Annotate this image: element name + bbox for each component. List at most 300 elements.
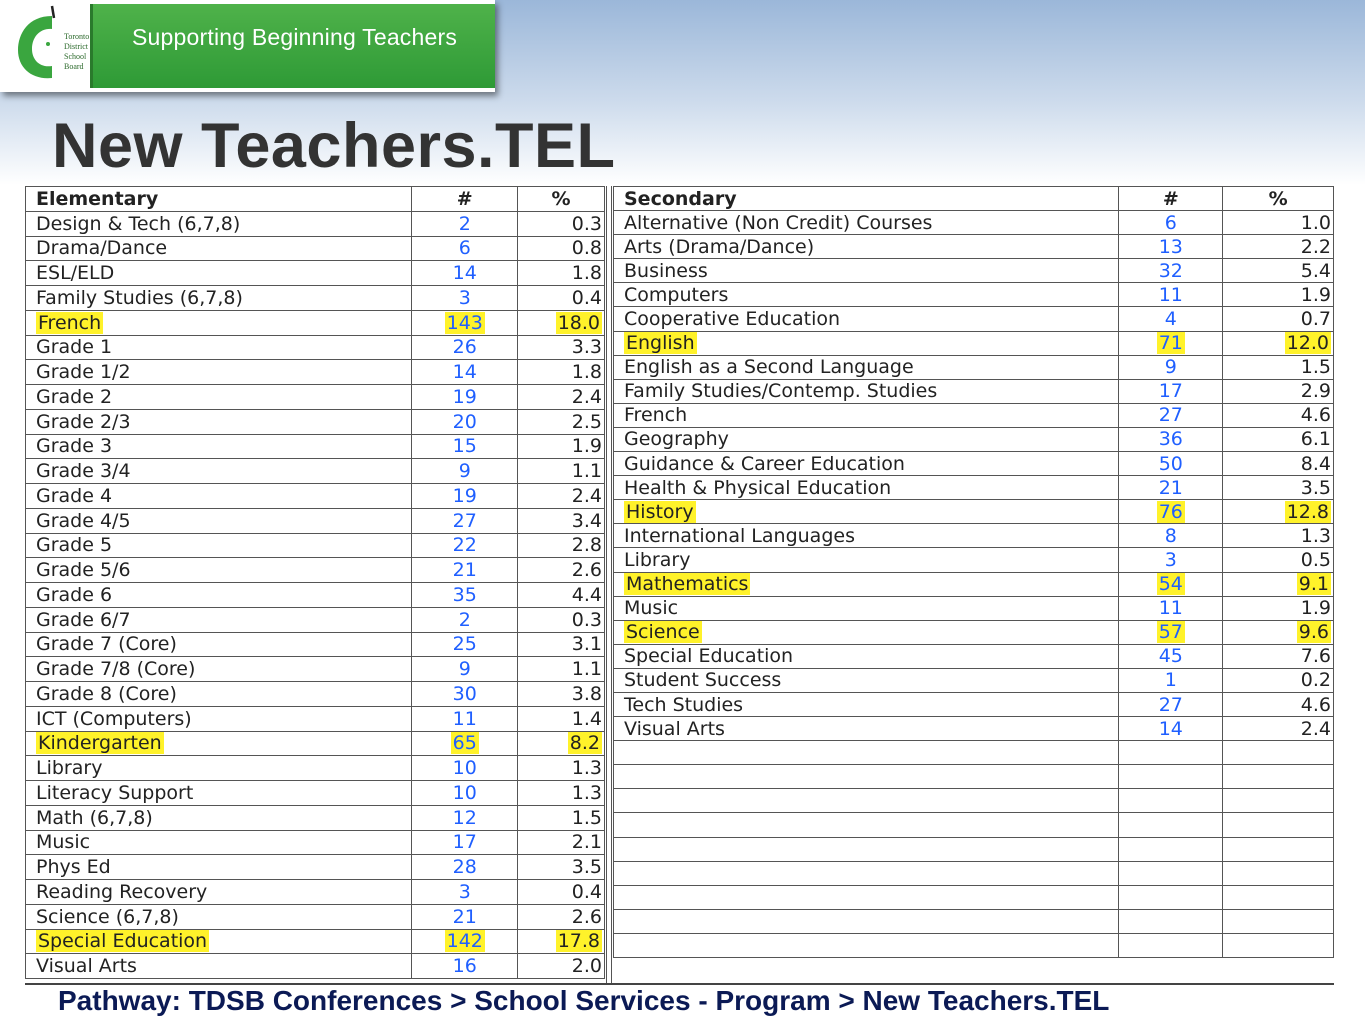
count-cell: [1119, 572, 1223, 596]
percent-cell: [518, 706, 605, 731]
subject-label: Grade 3: [36, 435, 113, 458]
column-header-subject: Elementary: [26, 187, 412, 212]
count-cell: [1119, 837, 1223, 861]
count-cell: [1119, 403, 1223, 427]
percent-cell: [518, 830, 605, 855]
percent-cell: [1223, 861, 1334, 885]
count-cell: [1119, 427, 1223, 451]
percent-cell: [1223, 596, 1334, 620]
count-value: 13: [1158, 235, 1183, 258]
table-row: [26, 657, 605, 682]
empty-row: [614, 933, 1334, 957]
count-value: 27: [452, 509, 477, 532]
percent-cell: [1223, 692, 1334, 716]
subject-cell: [26, 805, 412, 830]
subject-label: Guidance & Career Education: [624, 452, 905, 475]
subject-label: Geography: [624, 428, 729, 451]
subject-label: Tech Studies: [624, 693, 744, 716]
count-value: 27: [1158, 693, 1183, 716]
percent-value: 1.5: [1300, 356, 1331, 379]
count-value: 19: [452, 484, 477, 507]
table-row: [26, 310, 605, 335]
percent-cell: [1223, 403, 1334, 427]
count-value: 14: [452, 262, 477, 285]
count-value: 2: [458, 212, 471, 235]
table-row: [26, 360, 605, 385]
count-value: 36: [1158, 428, 1183, 451]
table-row: [26, 459, 605, 484]
percent-value: 2.1: [571, 831, 602, 854]
percent-cell: [1223, 572, 1334, 596]
subject-label: Visual Arts: [624, 717, 725, 740]
count-cell: [412, 211, 518, 236]
percent-cell: [1223, 548, 1334, 572]
percent-cell: [518, 904, 605, 929]
table-row: [26, 533, 605, 558]
percent-cell: [1223, 476, 1334, 500]
count-cell: [412, 236, 518, 261]
count-value: 8: [1164, 524, 1177, 547]
subject-cell: [614, 235, 1119, 259]
count-value: 10: [452, 781, 477, 804]
percent-cell: [1223, 620, 1334, 644]
subject-label: Design & Tech (6,7,8): [36, 212, 241, 235]
subject-cell: [26, 855, 412, 880]
count-cell: [412, 533, 518, 558]
subject-cell: [26, 954, 412, 979]
count-value: 21: [452, 905, 477, 928]
percent-cell: [518, 954, 605, 979]
table-header-row: [614, 187, 1334, 211]
subject-label: Family Studies/Contemp. Studies: [624, 380, 938, 403]
subject-cell: [614, 355, 1119, 379]
count-cell: [1119, 476, 1223, 500]
subject-cell: [26, 484, 412, 509]
percent-cell: [1223, 741, 1334, 765]
empty-row: [614, 789, 1334, 813]
subject-cell: [614, 596, 1119, 620]
percent-cell: [518, 484, 605, 509]
percent-cell: [1223, 427, 1334, 451]
percent-cell: [518, 211, 605, 236]
percent-value: 1.1: [571, 658, 602, 681]
percent-cell: [1223, 452, 1334, 476]
percent-value: 2.0: [571, 955, 602, 978]
subject-cell: [26, 310, 412, 335]
count-value: 25: [452, 633, 477, 656]
subject-label: Library: [36, 757, 103, 780]
table-row: [614, 403, 1334, 427]
percent-value: 1.4: [571, 707, 602, 730]
percent-cell: [518, 805, 605, 830]
count-cell: [412, 706, 518, 731]
count-value: 3: [1164, 548, 1177, 571]
empty-row: [614, 837, 1334, 861]
count-cell: [1119, 765, 1223, 789]
percent-cell: [518, 583, 605, 608]
count-cell: [1119, 235, 1223, 259]
table-row: [614, 211, 1334, 235]
count-value: 21: [1158, 476, 1183, 499]
subject-label: Kindergarten: [38, 732, 162, 755]
subject-label: English: [626, 332, 695, 355]
percent-value: 5.4: [1300, 259, 1331, 282]
table-row: [26, 756, 605, 781]
percent-value: 2.4: [1300, 717, 1331, 740]
table-row: [26, 682, 605, 707]
count-value: 142: [446, 930, 483, 953]
percent-value: 3.4: [571, 509, 602, 532]
subject-cell: [26, 880, 412, 905]
subject-cell: [614, 861, 1119, 885]
subject-label: Business: [624, 259, 708, 282]
count-cell: [1119, 933, 1223, 957]
count-cell: [412, 508, 518, 533]
count-value: 22: [452, 534, 477, 557]
percent-value: 9.1: [1298, 573, 1329, 596]
percent-value: 3.1: [571, 633, 602, 656]
count-value: 11: [1158, 597, 1183, 620]
table-row: [614, 500, 1334, 524]
count-cell: [412, 880, 518, 905]
subject-cell: [614, 307, 1119, 331]
subject-cell: [614, 500, 1119, 524]
count-value: 19: [452, 385, 477, 408]
percent-value: 3.8: [571, 682, 602, 705]
table-row: [614, 379, 1334, 403]
count-cell: [412, 929, 518, 954]
subject-label: Grade 6: [36, 583, 113, 606]
table-row: [614, 307, 1334, 331]
subject-label: Grade 4: [36, 484, 113, 507]
count-cell: [1119, 307, 1223, 331]
subject-label: Health & Physical Education: [624, 476, 892, 499]
column-header-count: #: [1119, 187, 1223, 211]
subject-cell: [26, 830, 412, 855]
count-cell: [1119, 668, 1223, 692]
count-cell: [1119, 620, 1223, 644]
subject-label: Music: [36, 831, 91, 854]
table-row: [614, 668, 1334, 692]
count-value: 27: [1158, 404, 1183, 427]
count-value: 6: [1164, 211, 1177, 234]
percent-cell: [518, 335, 605, 360]
subject-label: Mathematics: [626, 573, 749, 596]
count-value: 26: [452, 336, 477, 359]
subject-cell: [26, 731, 412, 756]
percent-cell: [518, 360, 605, 385]
percent-cell: [1223, 355, 1334, 379]
subject-cell: [614, 692, 1119, 716]
subject-cell: [614, 283, 1119, 307]
subject-label: Alternative (Non Credit) Courses: [624, 211, 933, 234]
subject-cell: [614, 717, 1119, 741]
subject-label: Grade 1/2: [36, 361, 131, 384]
count-cell: [412, 484, 518, 509]
count-value: 6: [458, 237, 471, 260]
count-value: 17: [452, 831, 477, 854]
subject-cell: [26, 533, 412, 558]
subject-cell: [26, 558, 412, 583]
logo-text: Toronto District School Board: [64, 32, 90, 71]
count-cell: [1119, 355, 1223, 379]
percent-value: 4.6: [1300, 404, 1331, 427]
empty-row: [614, 885, 1334, 909]
count-cell: [1119, 741, 1223, 765]
count-cell: [412, 855, 518, 880]
subject-cell: [26, 781, 412, 806]
table-row: [26, 855, 605, 880]
percent-cell: [1223, 283, 1334, 307]
percent-cell: [518, 459, 605, 484]
subject-cell: [26, 607, 412, 632]
subject-label: Music: [624, 597, 679, 620]
percent-value: 2.4: [571, 385, 602, 408]
subject-label: French: [624, 404, 688, 427]
count-value: 21: [452, 559, 477, 582]
subject-label: Grade 7/8 (Core): [36, 658, 196, 681]
percent-cell: [518, 533, 605, 558]
percent-cell: [1223, 211, 1334, 235]
subject-label: Grade 5: [36, 534, 113, 557]
subject-cell: [26, 929, 412, 954]
column-header-percent: %: [1223, 187, 1334, 211]
count-cell: [1119, 789, 1223, 813]
percent-cell: [1223, 668, 1334, 692]
percent-cell: [518, 310, 605, 335]
subject-cell: [614, 789, 1119, 813]
table-row: [26, 805, 605, 830]
count-cell: [412, 583, 518, 608]
subject-label: Literacy Support: [36, 781, 194, 804]
percent-value: 0.3: [571, 212, 602, 235]
percent-value: 18.0: [557, 311, 600, 334]
percent-value: 1.5: [571, 806, 602, 829]
count-value: 11: [1158, 283, 1183, 306]
percent-cell: [518, 434, 605, 459]
percent-value: 0.3: [571, 608, 602, 631]
empty-row: [614, 813, 1334, 837]
count-cell: [1119, 909, 1223, 933]
percent-value: 8.2: [569, 732, 600, 755]
subject-cell: [26, 756, 412, 781]
count-cell: [412, 904, 518, 929]
secondary-table: [613, 186, 1334, 958]
table-row: [26, 583, 605, 608]
table-row: [26, 385, 605, 410]
subject-cell: [614, 933, 1119, 957]
subject-label: History: [626, 500, 694, 523]
subject-label: Grade 5/6: [36, 559, 131, 582]
percent-value: 1.8: [571, 262, 602, 285]
banner-text: Supporting Beginning Teachers: [132, 24, 458, 50]
subject-label: Math (6,7,8): [36, 806, 153, 829]
subject-label: Science: [626, 621, 700, 644]
subject-cell: [614, 259, 1119, 283]
subject-cell: [614, 427, 1119, 451]
spreadsheet: [25, 186, 1334, 985]
subject-cell: [614, 837, 1119, 861]
percent-value: 9.6: [1298, 621, 1329, 644]
subject-label: Student Success: [624, 669, 782, 692]
table-header-row: [26, 187, 605, 212]
percent-cell: [518, 756, 605, 781]
count-cell: [1119, 596, 1223, 620]
count-value: 9: [458, 658, 471, 681]
subject-cell: [26, 706, 412, 731]
subject-cell: [26, 904, 412, 929]
percent-value: 2.5: [571, 410, 602, 433]
subject-label: Grade 2: [36, 385, 113, 408]
count-value: 76: [1158, 500, 1183, 523]
table-row: [614, 355, 1334, 379]
percent-cell: [518, 409, 605, 434]
percent-cell: [1223, 717, 1334, 741]
subject-label: Phys Ed: [36, 856, 111, 879]
percent-value: 12.0: [1286, 332, 1329, 355]
subject-cell: [26, 459, 412, 484]
table-row: [26, 781, 605, 806]
subject-label: Grade 1: [36, 336, 113, 359]
percent-value: 0.5: [1300, 548, 1331, 571]
subject-label: ICT (Computers): [36, 707, 192, 730]
count-value: 14: [452, 361, 477, 384]
percent-value: 2.9: [1300, 380, 1331, 403]
percent-value: 3.3: [571, 336, 602, 359]
percent-value: 8.4: [1300, 452, 1331, 475]
subject-cell: [614, 211, 1119, 235]
table-row: [26, 484, 605, 509]
count-value: 32: [1158, 259, 1183, 282]
percent-value: 7.6: [1300, 645, 1331, 668]
percent-value: 1.3: [571, 757, 602, 780]
percent-value: 4.6: [1300, 693, 1331, 716]
table-row: [614, 644, 1334, 668]
subject-cell: [614, 572, 1119, 596]
percent-cell: [1223, 765, 1334, 789]
table-row: [614, 596, 1334, 620]
percent-value: 1.3: [571, 781, 602, 804]
percent-value: 12.8: [1286, 500, 1329, 523]
table-row: [26, 731, 605, 756]
subject-label: Grade 4/5: [36, 509, 131, 532]
count-cell: [412, 459, 518, 484]
count-cell: [1119, 644, 1223, 668]
percent-cell: [518, 508, 605, 533]
count-cell: [412, 310, 518, 335]
count-cell: [1119, 452, 1223, 476]
count-value: 20: [452, 410, 477, 433]
subject-cell: [614, 644, 1119, 668]
percent-cell: [1223, 885, 1334, 909]
count-cell: [412, 607, 518, 632]
percent-cell: [518, 855, 605, 880]
table-row: [26, 607, 605, 632]
subject-cell: [614, 885, 1119, 909]
table-row: [614, 620, 1334, 644]
subject-label: Drama/Dance: [36, 237, 168, 260]
table-row: [26, 211, 605, 236]
subject-cell: [614, 452, 1119, 476]
count-cell: [412, 261, 518, 286]
count-cell: [412, 409, 518, 434]
count-value: 50: [1158, 452, 1183, 475]
percent-value: 6.1: [1300, 428, 1331, 451]
percent-value: 3.5: [571, 856, 602, 879]
subject-cell: [26, 583, 412, 608]
subject-cell: [614, 620, 1119, 644]
subject-cell: [26, 409, 412, 434]
count-cell: [412, 954, 518, 979]
percent-value: 3.5: [1300, 476, 1331, 499]
percent-cell: [518, 682, 605, 707]
subject-cell: [26, 335, 412, 360]
subject-cell: [26, 434, 412, 459]
count-value: 57: [1158, 621, 1183, 644]
empty-row: [614, 861, 1334, 885]
count-cell: [1119, 331, 1223, 355]
percent-value: 2.8: [571, 534, 602, 557]
percent-cell: [1223, 789, 1334, 813]
count-value: 3: [458, 286, 471, 309]
subject-cell: [26, 508, 412, 533]
subject-cell: [614, 379, 1119, 403]
percent-cell: [518, 632, 605, 657]
subject-cell: [614, 765, 1119, 789]
table-row: [26, 558, 605, 583]
subject-cell: [26, 657, 412, 682]
percent-cell: [518, 261, 605, 286]
percent-value: 0.4: [571, 286, 602, 309]
column-header-count: #: [412, 187, 518, 212]
subject-label: English as a Second Language: [624, 356, 914, 379]
table-divider: [606, 186, 612, 983]
count-cell: [1119, 813, 1223, 837]
table-row: [26, 409, 605, 434]
table-row: [26, 335, 605, 360]
count-value: 71: [1158, 332, 1183, 355]
subject-cell: [614, 331, 1119, 355]
percent-value: 1.9: [1300, 597, 1331, 620]
count-value: 10: [452, 757, 477, 780]
count-cell: [1119, 861, 1223, 885]
subject-label: Grade 6/7: [36, 608, 131, 631]
table-row: [614, 235, 1334, 259]
percent-value: 4.4: [571, 583, 602, 606]
table-row: [26, 880, 605, 905]
count-value: 15: [452, 435, 477, 458]
table-row: [614, 427, 1334, 451]
percent-value: 0.2: [1300, 669, 1331, 692]
percent-value: 2.6: [571, 905, 602, 928]
empty-row: [614, 909, 1334, 933]
subject-label: Science (6,7,8): [36, 905, 179, 928]
table-row: [614, 259, 1334, 283]
count-value: 65: [452, 732, 477, 755]
percent-cell: [518, 236, 605, 261]
percent-cell: [518, 781, 605, 806]
banner: [0, 0, 495, 92]
percent-value: 1.8: [571, 361, 602, 384]
percent-cell: [518, 657, 605, 682]
column-header-subject: Secondary: [614, 187, 1119, 211]
subject-cell: [26, 682, 412, 707]
subject-cell: [26, 261, 412, 286]
subject-cell: [614, 741, 1119, 765]
subject-label: Reading Recovery: [36, 880, 208, 903]
count-cell: [412, 657, 518, 682]
count-cell: [412, 558, 518, 583]
